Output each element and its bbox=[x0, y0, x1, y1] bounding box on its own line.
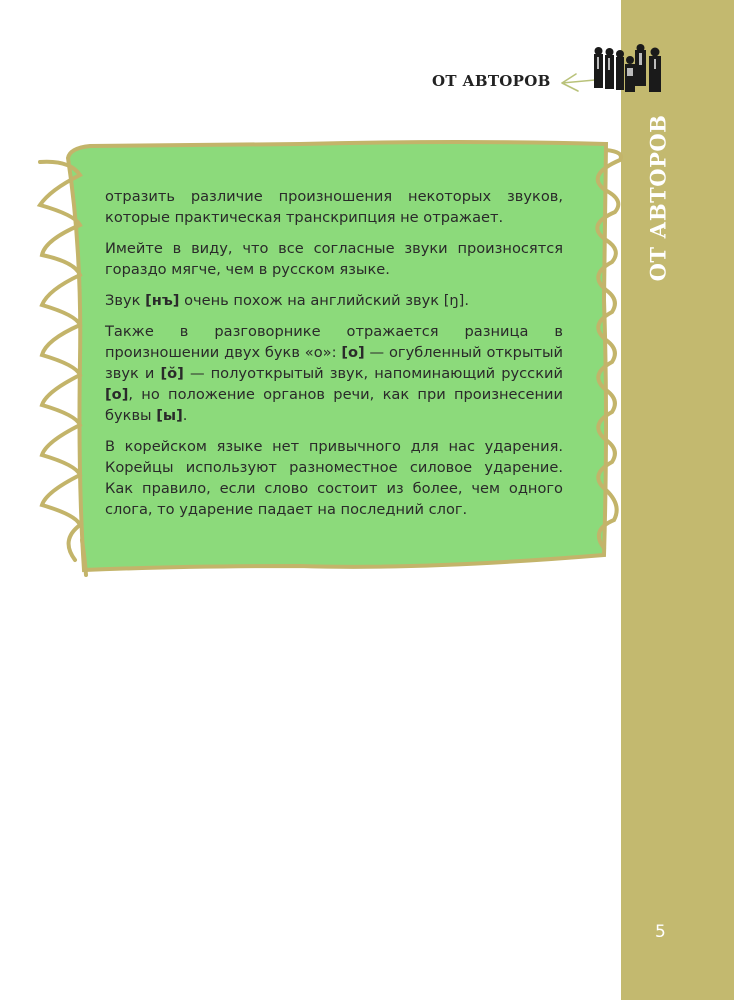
text: Звук bbox=[105, 292, 146, 309]
page-number: 5 bbox=[655, 922, 666, 942]
box-text bbox=[105, 186, 563, 530]
text: Также в разговорнике отражается разница в произношении двух букв «о»: bbox=[105, 323, 563, 361]
transcription-bold: [ы] bbox=[156, 407, 183, 424]
paragraph-5: В корейском языке нет привычного для нас ударения. Корейцы используют разноместное силовое ударение. Как правило, если слово состоит из более, чем одного слога, то ударение падает на последний слог. bbox=[105, 438, 563, 518]
paragraph-1: отразить различие произношения некоторых звуков, которые практическая транскрипция не отражает. bbox=[105, 188, 563, 226]
transcription-bold: [нъ] bbox=[145, 292, 180, 309]
paragraph-2: Имейте в виду, что все согласные звуки произносятся гораздо мягче, чем в русском языке. bbox=[105, 240, 563, 278]
section-title: ОТ АВТОРОВ bbox=[432, 72, 551, 90]
paragraph-3 bbox=[105, 290, 563, 311]
text: — огубленный открытый звук и bbox=[105, 344, 563, 382]
transcription-bold: [о] bbox=[105, 386, 129, 403]
transcription-bold: [о] bbox=[341, 344, 365, 361]
text: , но положение органов речи, как при произнесении буквы bbox=[105, 386, 563, 424]
text: . bbox=[182, 407, 188, 424]
transcription-bold: [ŏ] bbox=[160, 365, 184, 382]
text: очень похож на английский звук [ŋ]. bbox=[179, 292, 469, 309]
sidebar-title-text: ОТ АВТОРОВ bbox=[645, 114, 671, 282]
paragraph-4 bbox=[105, 321, 563, 426]
text: — полуоткрытый звук, напоминающий русский bbox=[183, 365, 563, 382]
